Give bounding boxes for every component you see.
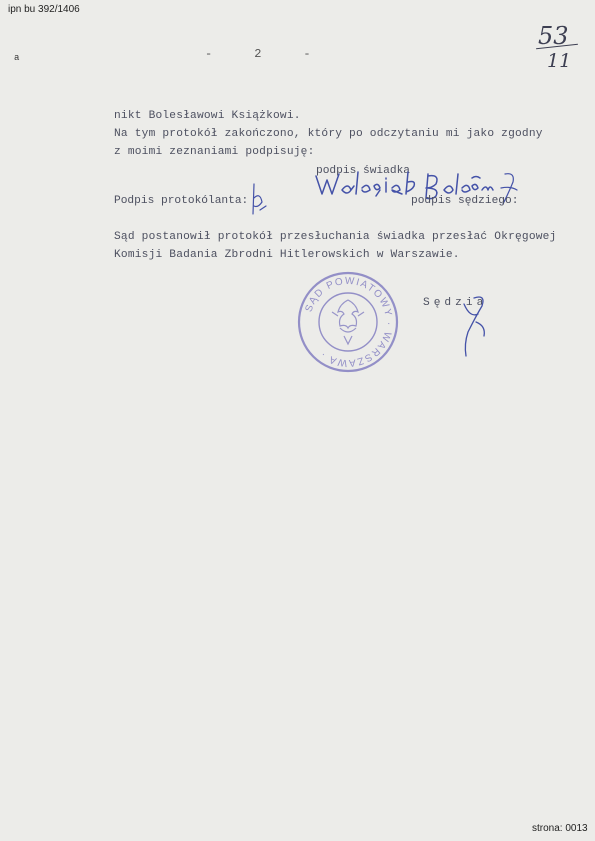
page-footer: strona: 0013 xyxy=(532,823,588,834)
clerk-signature xyxy=(248,180,270,220)
witness-signature-label: podpis świadka xyxy=(316,165,410,177)
court-stamp xyxy=(296,270,400,374)
page-number: - 2 - xyxy=(205,47,312,61)
judge-name-label: Sędzia xyxy=(423,297,488,309)
judge-signature xyxy=(456,292,496,362)
body-line-3: z moimi zeznaniami podpisuję: xyxy=(114,146,315,158)
judge-signature-label: podpis sędziego: xyxy=(411,195,519,207)
body-line-5: Komisji Badania Zbrodni Hitlerowskich w Warszawie. xyxy=(114,249,460,261)
folio-number: 11 xyxy=(547,50,572,72)
svg-text:SĄD POWIATOWY · WARSZAWA ·: SĄD POWIATOWY · WARSZAWA · xyxy=(303,275,395,369)
archive-id: ipn bu 392/1406 xyxy=(8,4,80,15)
body-line-4: Sąd postanowił protokół przesłuchania świadka przesłać Okręgowej xyxy=(114,231,557,243)
body-line-1: nikt Bolesławowi Książkowi. xyxy=(114,110,301,122)
margin-mark: a xyxy=(14,53,20,63)
body-line-2: Na tym protokół zakończono, który po odczytaniu mi jako zgodny xyxy=(114,128,543,140)
clerk-signature-label: Podpis protokólanta: xyxy=(114,195,249,207)
folio-number-crossed: 53 xyxy=(538,22,569,50)
